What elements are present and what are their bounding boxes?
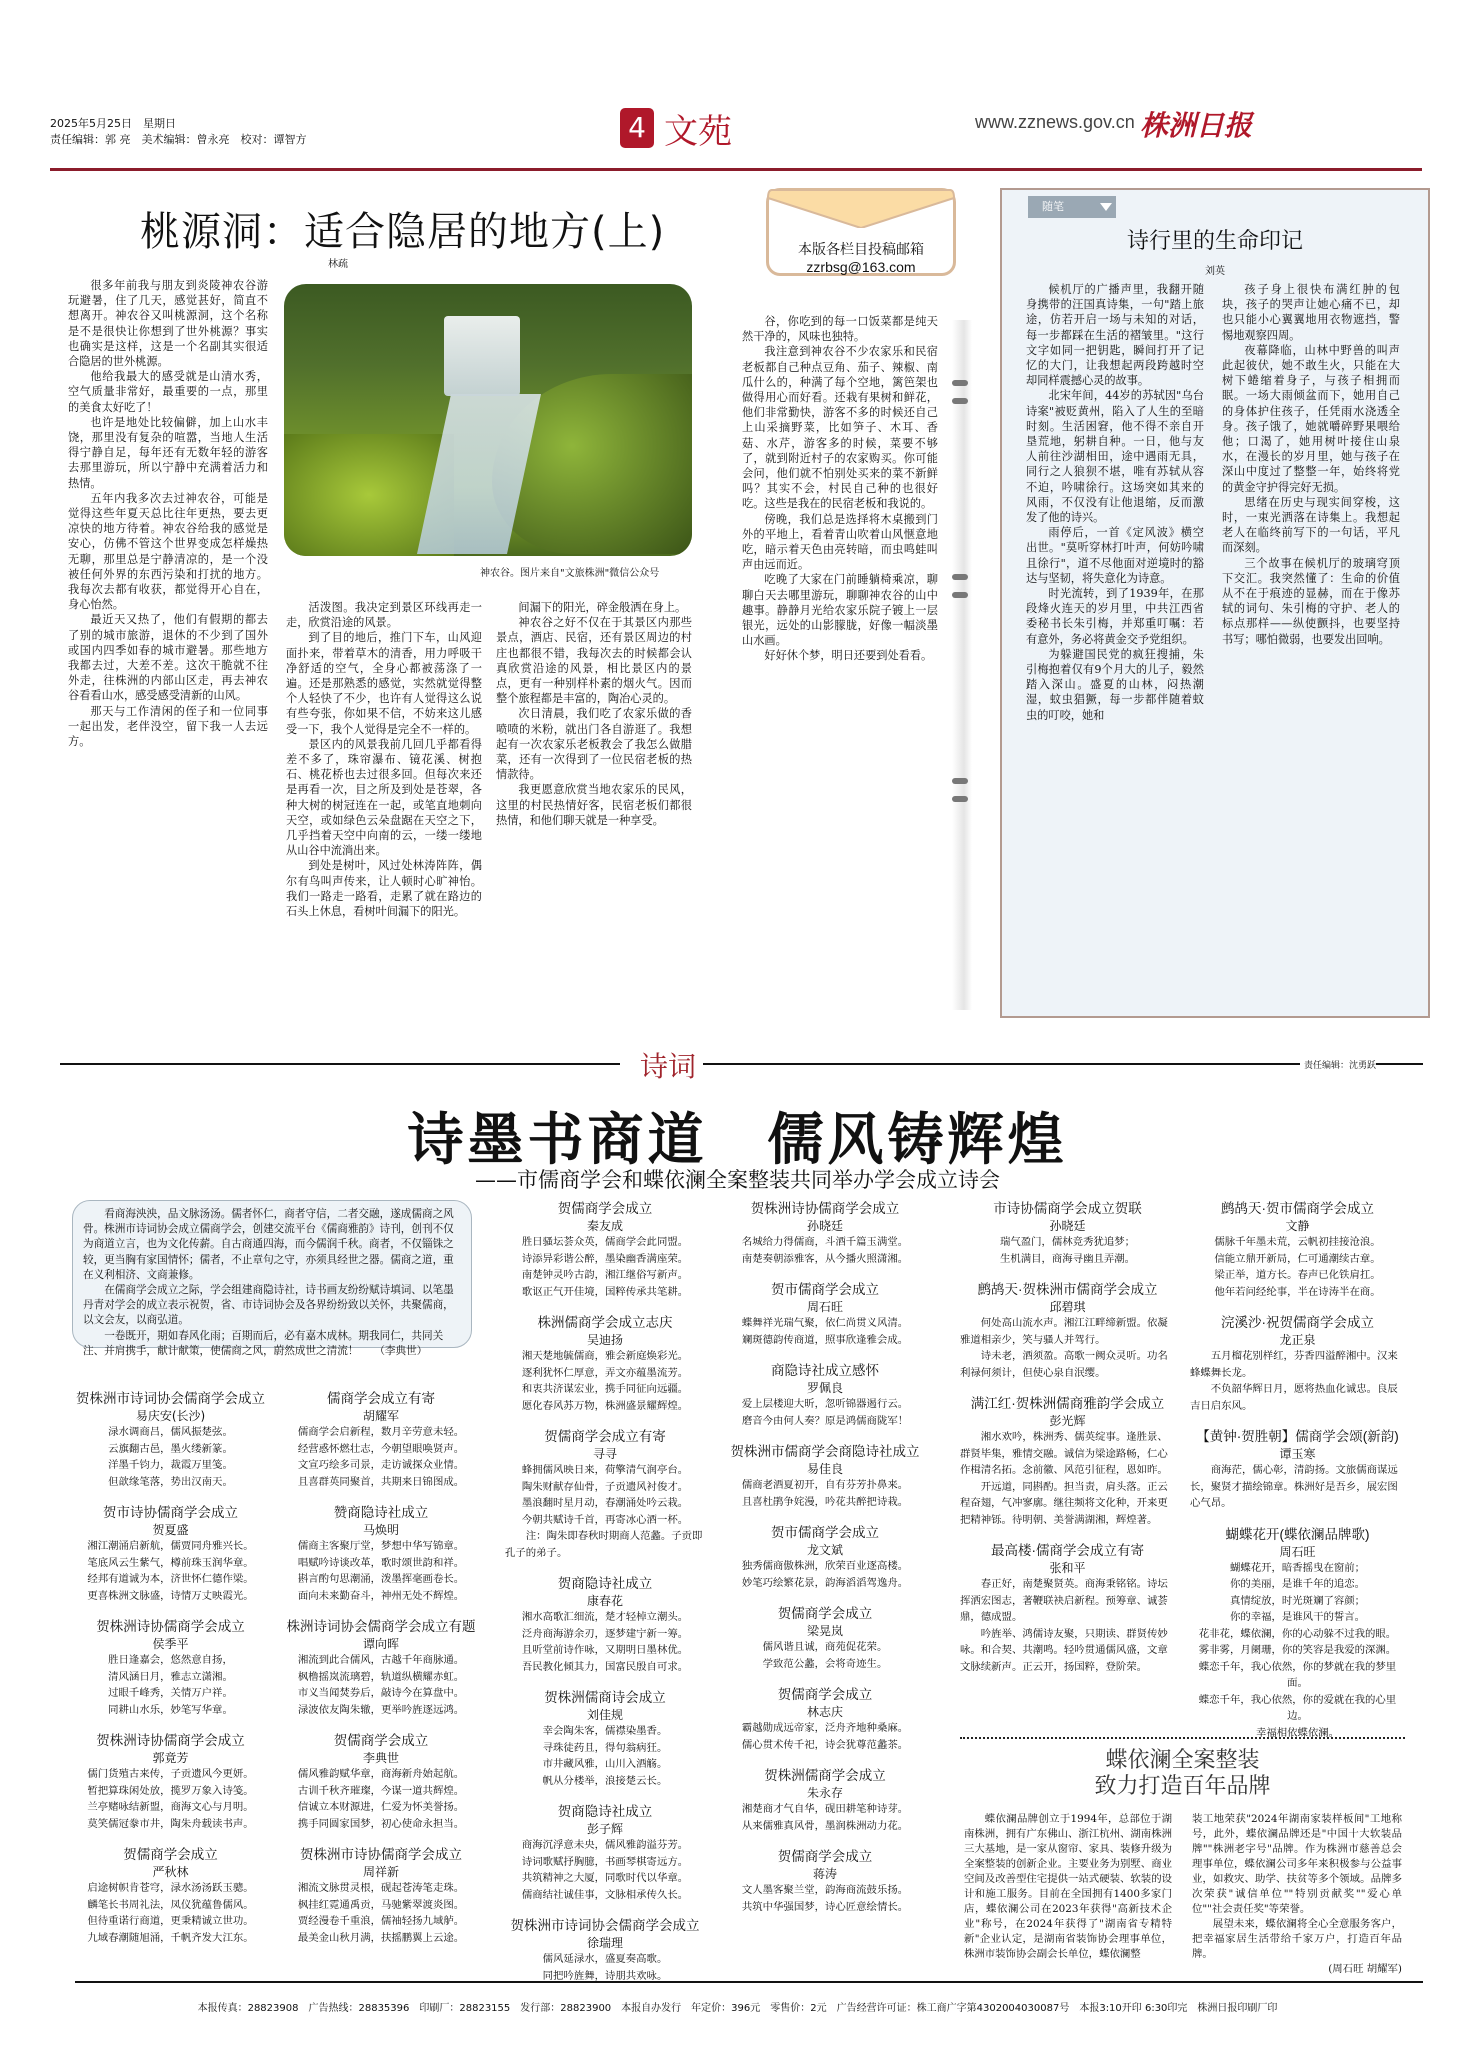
poem-line: 不负韶华辉日月，愿将热血化诚忠。良辰吉日启东风。 <box>1190 1383 1398 1412</box>
poem-title: 贺儒商学会成立 <box>777 1687 873 1702</box>
poem <box>276 1846 486 1946</box>
article-column-4 <box>742 314 938 1014</box>
poem-line: 市义当闻焚券后，敲诗今在算盘中。 <box>297 1687 465 1699</box>
paragraph: 三个故事在候机厅的玻璃穹顶下交汇。我突然懂了：生命的价值从不在于痕迹的显赫，而在于像苏轼的词句、朱引梅的守护、老人的标点那样——纵使颤抖，也要坚持书写；哪怕微弱，也要发出回响。 <box>1222 556 1400 646</box>
poem <box>1190 1314 1405 1414</box>
paragraph: 神农谷之好不仅在于其景区内那些景点，酒店、民宿，还有景区周边的村庄也都很不错，我每次去的时候都会认真欣赏沿途的风景，相比景区内的景点，更有一种别样朴素的烟火气。因而整个旅程都是丰富的，陶冶心灵的。 <box>496 616 692 706</box>
paragraph: 傍晚，我们总是选择将木桌搬到门外的平地上，看着青山吹着山风惬意地吃，暗示着天色由亮转暗，而虫鸣蛙叫声由远而近。 <box>742 512 938 572</box>
poem-line: 共筑精神之大厦，同歌时代以华章。 <box>521 1872 689 1884</box>
poem-title: 商隐诗社成立感怀 <box>771 1363 879 1378</box>
poem-line: 儒商学会启新程，数月辛劳意未轻。 <box>297 1426 465 1438</box>
issue-date: 2025年5月25日 星期日 <box>50 117 176 130</box>
poem-line: 和衷共济谋宏业，携手同征向远疆。 <box>521 1383 689 1395</box>
poem-line: 蜂拥儒风映日来，荷擎清气润亭台。 <box>521 1464 689 1476</box>
poem-line: 同耕山水乐，妙笔写华章。 <box>108 1703 233 1716</box>
poetry-section-name: 诗词 <box>640 1050 697 1083</box>
poem-line: 枫挂红霓通禹贡，马驰紫翠渡炎图。 <box>297 1898 465 1911</box>
poem-author: 易庆安(长沙) <box>135 1409 206 1423</box>
poem-line: 湘水欢吟，株洲秀、儒英绽事。逢胜景、群贤毕集，雅情交融。诚信为梁途路畅，仁心作楫清名拓。念前徽、风范引征程，恩如昨。 <box>960 1431 1168 1476</box>
poem-title: 贺儒商学会成立 <box>557 1201 653 1216</box>
poem-title: 贺市诗协儒商学会成立 <box>103 1505 238 1520</box>
side-essay-column-1 <box>1026 282 1204 997</box>
poem-title: 贺株洲市诗词协会儒商学会成立 <box>76 1391 265 1406</box>
mailbox-email[interactable]: zzrbsg@163.com <box>806 259 916 275</box>
poem-line: 且喜群英同聚首，共期来日锦图成。 <box>297 1475 465 1488</box>
poem-author: 周石旺 <box>1279 1544 1316 1559</box>
poem <box>505 1689 705 1789</box>
poem-title: 儒商学会成立有寄 <box>327 1391 435 1406</box>
poem-line: 五月榴花别样红，芬香四溢醉湘中。汉来蜂蝶舞长龙。 <box>1190 1350 1398 1379</box>
poem-line: 春正好，南楚聚贤英。商海秉铭铭。诗坛挥洒宏图志，著鞭联袂启新程。预筹章、诚荟鼎，德成盟。 <box>960 1578 1168 1623</box>
poem-line: 文人墨客聚兰堂，韵海商流鼓乐扬。 <box>741 1884 909 1896</box>
poem-line: 独秀儒商傲株洲，欣荣百业逐高楼。 <box>741 1560 909 1572</box>
poem-line: 蝶恋千年，我心依然，你的梦就在我的梦里面。 <box>1198 1660 1397 1689</box>
poem-line: 儒心贯术传千祀，诗会犹尊范蠡茶。 <box>741 1738 909 1751</box>
poem-author: 邱碧琪 <box>1049 1300 1086 1314</box>
poem-line: 歌讴正气开佳境，国粹传承共笔耕。 <box>521 1285 689 1298</box>
poem <box>1190 1526 1405 1742</box>
poem-line: 儒商结社诚佳事，文脉相承传久长。 <box>521 1888 689 1901</box>
editors-credit: 责任编辑：郭 亮 美术编辑：曾永亮 校对：谭智方 <box>50 133 307 146</box>
poem-author: 严秋林 <box>152 1865 189 1879</box>
paragraph: 一卷既开，期如春风化雨；百期而后，必有嘉木成林。期我同仁，共同关注、并肩携手，献计献策，使儒商之风，蔚然成世之清流！ （李典世） <box>83 1329 444 1357</box>
poem-title: 贺儒商学会成立 <box>333 1733 429 1748</box>
section-name: 文苑 <box>664 112 732 152</box>
paragraph: 他给我最大的感受就是山清水秀，空气质量非常好，最重要的一点，那里的美食太好吃了！ <box>68 370 268 414</box>
poem-title: 贺儒商学会成立 <box>777 1849 873 1864</box>
advert-paragraph: 展望未来，蝶依澜将全心全意服务客户，把幸福家居生活带给千家万户，打造百年品牌。 <box>1192 1918 1402 1960</box>
paragraph: 间漏下的阳光，碎金般洒在身上。 <box>518 601 687 614</box>
binder-ring <box>952 380 968 386</box>
advert-paragraph: 蝶依澜品牌创立于1994年，总部位于湖南株洲，拥有广东佛山、浙江杭州、湖南株洲三大基地，是一家从窗帘、家具、装修升级为全案整装的创新企业。主要业务为别墅、商业空间及改善型住宅提供一站式硬装、软装的设计和施工服务。目前在全国拥有1400多家门店，蝶依澜公司在2023年获得"高新技术企业"称号，在2024年获得了"湖南省专精特新"企业认定，是湖南省装饰协会理事单位，株洲市装饰协会副会长单位，蝶依澜整 <box>964 1813 1172 1960</box>
poem-line: 暂把算珠闲处放，揽罗万象入诗笺。 <box>87 1784 254 1797</box>
footer-info: 本报传真：28823908 广告热线：28835396 印刷厂：28823155 发行部：28823900 本报自办发行 年定价：396元 零售价：2元 广告经营许可证：株工商广字第4302004030087号 本报3:10开印 6:30印完 株洲日报印刷厂印 <box>197 2003 1278 2014</box>
poem <box>68 1846 273 1946</box>
poem-line: 儒风谐且诚，商苑促花荣。 <box>762 1641 888 1653</box>
poem-title: 贺株洲市儒商学会商隐诗社成立 <box>730 1444 920 1459</box>
poem <box>715 1362 935 1429</box>
poems-column-5 <box>960 1200 1175 1689</box>
poem-title: 株洲诗词协会儒商学会成立有题 <box>286 1619 476 1634</box>
poem-line: 寻珠徒药且，得句翁病狂。 <box>542 1741 668 1754</box>
paragraph: 时光流转，到了1939年，在那段烽火连天的岁月里，中共江西省委秘书长朱引梅，并郑重叮嘱：若有意外，务必将黄金交予党组织。 <box>1026 587 1204 646</box>
poem-line: 儒商主客聚厅堂，梦想中华写锦章。 <box>297 1540 465 1552</box>
poem-line: 南楚钟灵吟古韵，湘江继俗写新声。 <box>521 1269 689 1281</box>
poem-line: 瑞气盈门，儒林竞秀犹追梦； <box>999 1236 1136 1248</box>
poem-title: 满江红·贺株洲儒商雅韵学会成立 <box>970 1396 1165 1411</box>
poem-title: 株洲儒商学会成立志庆 <box>537 1315 673 1330</box>
poem-line: 九域春潮随旭涌，千帆齐发大江东。 <box>87 1931 254 1944</box>
advert-divider <box>960 1737 1405 1739</box>
side-essay-column-2 <box>1222 282 1400 997</box>
poem-line: 墨浪翻时星月动，春潮涌处吟云栽。 <box>521 1497 689 1509</box>
advert-column-1 <box>964 1812 1172 1977</box>
poem-line: 湘流文脉贯灵根，砚起苍涛笔走珠。 <box>297 1882 465 1894</box>
poem-line: 诗添异彩谐公醉，墨染幽香满座荣。 <box>521 1252 689 1265</box>
poem <box>960 1200 1175 1267</box>
poem <box>505 1917 705 1984</box>
paragraph: 看商海泱泱，品文脉汤汤。儒者怀仁，商者守信，二者交融，遂成儒商之风骨。株洲市诗词协会成立儒商学会，创建交流平台《儒商雅韵》诗刊，创刊不仅为商道立言，也为文化传薪。自古商通四海，而今儒润千秋。商者，不仅锱铢之较，更当胸有家国情怀；儒者，不止章句之守，亦须具经世之器。儒商之道，重在义利相济、文商兼修。 <box>83 1208 454 1281</box>
triangle-down-icon <box>1100 203 1112 211</box>
poem-line: 最美金山秋月满，扶摇鹏翼上云途。 <box>297 1931 465 1944</box>
poem-line: 从来儒雅真风骨，墨润株洲动力花。 <box>741 1819 909 1832</box>
side-essay-author: 刘英 <box>1205 266 1225 277</box>
poem-line: 携手同圆家国梦，初心使命永担当。 <box>297 1817 465 1830</box>
poetry-subheadline: ——市儒商学会和蝶依澜全案整装共同举办学会成立诗会 <box>475 1168 1000 1192</box>
mailbox-label: 本版各栏目投稿邮箱 <box>798 241 924 257</box>
poem <box>715 1524 935 1591</box>
poem-title: 贺市儒商学会成立 <box>771 1525 879 1540</box>
poem-author: 孙晓廷 <box>1049 1219 1086 1233</box>
poem-line: 今朝共赋诗千首，再寄冰心酒一杯。 <box>521 1513 689 1526</box>
poem-line: 胜日逢嘉会，悠然意自扬， <box>108 1654 233 1666</box>
poem-line: 麟笔长书周礼法，凤仪犹蕴鲁儒风。 <box>87 1898 254 1911</box>
poem-author: 朱永存 <box>806 1786 843 1800</box>
poems-column-6 <box>1190 1200 1405 1755</box>
masthead-info <box>50 116 307 148</box>
poem-line: 爱上层楼迎大昕，忽听锦器遏行云。 <box>741 1398 909 1410</box>
poem-title: 贺市儒商学会成立 <box>771 1282 879 1297</box>
poem-line: 共筑中华强国梦，诗心匠意绘情长。 <box>741 1900 909 1913</box>
newspaper-logo: 株洲日报 <box>1140 109 1253 142</box>
poem-line: 市井藏风雅，山川入酒觞。 <box>542 1758 668 1770</box>
paragraph: 北宋年间，44岁的苏轼因"乌台诗案"被贬黄州，陷入了人生的至暗时刻。生活困窘，他不得不亲自开垦荒地，躬耕自种。一日，他与友人前往沙湖相田，途中遇雨无具，同行之人狼狈不堪，唯有苏轼从容不迫，吟啸徐行。这场突如其来的风雨，不仅没有让他退缩，反而激发了他的诗兴。 <box>1026 389 1204 525</box>
poem <box>715 1767 935 1834</box>
poem-author: 寻寻 <box>592 1447 617 1461</box>
poem <box>505 1200 705 1300</box>
poem <box>1190 1428 1405 1512</box>
poem-line: 幸福相依蝶依澜。 <box>1255 1726 1340 1739</box>
poem-line: 胜日骚坛荟众英，儒商学会此同盟。 <box>521 1236 689 1248</box>
poem <box>68 1732 273 1832</box>
poem-line: 但待重诺行商道，更秉精诚立世功。 <box>87 1915 254 1927</box>
paragraph: 谷，你吃到的每一口饭菜都是纯天然干净的，风味也独特。 <box>742 315 938 344</box>
poem-author: 郭竟芳 <box>152 1751 189 1765</box>
section-divider-left <box>60 1063 620 1065</box>
poem-line: 同把吟旌舞，诗朋共欢咏。 <box>542 1969 668 1982</box>
poetry-intro-box <box>72 1200 472 1357</box>
poem-line: 启途树帜肯苍穹，渌水汤汤跃玉骢。 <box>87 1882 254 1894</box>
poem <box>276 1504 486 1604</box>
poem-line: 蝶舞祥光瑞气聚，依仁尚贯义风清。 <box>741 1317 909 1329</box>
poem-line: 渌水调商吕，儒风振楚弦。 <box>108 1426 233 1438</box>
poem-line: 湘流到此合儒风，古越千年商脉通。 <box>297 1654 465 1666</box>
poem-author: 李典世 <box>362 1751 399 1765</box>
advert-column-2 <box>1192 1812 1402 1977</box>
poem-author: 龙正泉 <box>1279 1333 1316 1347</box>
poem-author: 周石旺 <box>806 1300 843 1314</box>
poem-line: 渌波依友陶朱辙，更举吟旌逐远鸿。 <box>297 1703 465 1716</box>
binder-ring <box>952 574 968 580</box>
paragraph: 孩子身上很快布满红肿的包块，孩子的哭声让她心痛不已，却也只能小心翼翼地用衣物遮挡，警惕地观察四周。 <box>1222 283 1400 342</box>
poem <box>68 1504 273 1604</box>
poem-line: 雾非雾，月阑珊，你的笑容是我爱的深渊。 <box>1198 1644 1397 1656</box>
article-column-1 <box>68 278 268 1013</box>
poem-line: 儒风延渌水，盛夏奏高歌。 <box>542 1953 668 1965</box>
poem-line: 商海茫，儒心彰，清韵扬。文旅儒商谋远长，聚贤才描绘锦章。株洲好是吾乡，展宏图心气昂。 <box>1190 1464 1398 1509</box>
paragraph: 思绪在历史与现实间穿梭，这时，一束光洒落在诗集上。我想起老人在临终前写下的一句话，平凡而深刻。 <box>1222 495 1400 555</box>
poem-author: 刘佳规 <box>586 1708 623 1722</box>
poem-line: 开远道，同斟酌。担当责，肩头落。正云程奋翅，气冲寥廓。继往频将文化种，开来更把精神铄。待明朝、美誉满湖湘，辉煌著。 <box>960 1480 1168 1526</box>
poem-title: 鹧鸪天·贺株洲市儒商学会成立 <box>977 1282 1158 1297</box>
poem-title: 【黄钟·贺胜朝】儒商学会颂(新韵) <box>1196 1429 1399 1444</box>
paragraph: 候机厅的广播声里，我翻开随身携带的汪国真诗集，一句"踏上旅途，仿若开启一场与未知的对话，每一步都踩在生活的褶皱里。"这行文字如同一把钥匙，瞬间打开了记忆的大门，让我想起两段跨越时空却同样震撼心灵的故事。 <box>1026 283 1204 388</box>
poem-author: 彭光辉 <box>1049 1414 1086 1428</box>
photo-caption: 神农谷。图片来自"文旅株洲"微信公众号 <box>480 568 660 579</box>
poems-column-2 <box>276 1390 486 1960</box>
poem-line: 你的美丽，是谁千年的追恋。 <box>1229 1578 1366 1590</box>
poem-line: 学致范公蠡，会将奇迹生。 <box>762 1657 888 1670</box>
poem-author: 吴迪扬 <box>586 1333 623 1347</box>
poem-title: 赞商隐诗社成立 <box>333 1505 429 1520</box>
poem-title: 贺株洲市诗词协会儒商学会成立 <box>510 1918 700 1933</box>
poem-line: 信能立鼎开新局，仁可通潮续古章。 <box>1214 1252 1381 1265</box>
poem <box>715 1686 935 1753</box>
poem-author: 周祥新 <box>362 1865 399 1879</box>
poem-line: 蝶恋千年，我心依然，你的爱就在我的心里边。 <box>1198 1693 1397 1722</box>
paragraph: 我注意到神农谷不少农家乐和民宿老板都自己种点豆角、茄子、辣椒、南瓜什么的，种满了每个空地，篱笆架也做得用心而好看。还栽有果树和鲜花，他们非常勤快，游客不多的时候还自己上山采摘野菜，比如笋子、木耳、香菇、水芹，游客多的时候，菜要不够了，就到附近村子的农家购买。你可能会问，他们就不怕别处买来的菜不新鲜吗？其实不会，村民自己种的也很好吃。这些是我在的民宿老板和我说的。 <box>742 345 938 511</box>
poem-line: 兰亭赌咏结新盟，商海文心与月明。 <box>87 1801 254 1813</box>
poem <box>505 1428 705 1561</box>
poem-author: 康春花 <box>586 1594 623 1608</box>
poem-author: 龙文斌 <box>806 1543 843 1557</box>
poem-line: 泛舟商海游余刃，逐梦建宁新一筹。 <box>521 1627 689 1640</box>
poem-line: 妙笔巧绘繁花景，韵海滔滔驾逸舟。 <box>741 1576 909 1589</box>
poem-line: 儒风雅韵赋华章，商海新舟始起航。 <box>297 1768 465 1780</box>
paragraph: 次日清晨，我们吃了农家乐做的香喷喷的米粉，就出门各自游逛了。我想起有一次农家乐老板教会了我怎么做腊菜，还有一次得到了一位民宿老板的热情款待。 <box>496 707 692 782</box>
paragraph: 五年内我多次去过神农谷，可能是觉得这些年夏天总比往年更热，要去更凉快的地方待着。神农谷给我的感觉是安心，仿佛不管这个世界变成怎样燥热无聊，那里总是宁静清凉的，是一个没被任何外界的东西污染和打扰的地方。我每次去都有收获，都觉得开心自在，身心怡然。 <box>68 491 268 612</box>
poem-line: 湘天楚地毓儒商，雅会新庭焕彩光。 <box>521 1350 689 1362</box>
poem-line: 吟旌举、鸿儒诗友聚，只期读、群贤传妙咏。和合契、共潮鸣。轻吟贯通儒风盛，文章文脉续新声。正云开，扬国粹，登阶荣。 <box>960 1627 1168 1673</box>
poem-title: 贺株洲市诗协儒商学会成立 <box>300 1847 462 1862</box>
article-title: 桃源洞：适合隐居的地方(上) <box>140 209 666 255</box>
poem-line: 梁正举，道方长。春声已化铁肩扛。 <box>1214 1269 1381 1281</box>
poem-line: 过眼千峰秀，关情万户祥。 <box>108 1687 233 1699</box>
poem-author: 张和平 <box>1049 1561 1086 1575</box>
website-link[interactable]: www.zznews.gov.cn <box>975 112 1135 132</box>
poem <box>715 1443 935 1510</box>
poem-line: 他年若问经纶事，半在诗涛半在商。 <box>1214 1285 1381 1298</box>
poem-line: 你的幸福，是谁风干的誓言。 <box>1229 1611 1366 1623</box>
poem-line: 湘江潮涌启新航，儒贾同舟雅兴长。 <box>87 1540 254 1552</box>
poem-line: 洋墨千钧力，裁霞万里笺。 <box>108 1459 233 1471</box>
paragraph: 到处是树叶，风过处林涛阵阵，偶尔有鸟叫声传来，让人顿时心旷神怡。我们一路走一路看，走累了就在路边的石头上休息，看树叶间漏下的阳光。 <box>286 859 482 919</box>
paragraph: 在儒商学会成立之际，学会组建商隐诗社，诗书画友纷纷赋诗填词、以笔墨丹青对学会的成立表示祝贺，省、市诗词协会及各界纷纷致以关怀，共聚儒商，以文会友，以商弘道。 <box>83 1284 454 1327</box>
poem-title: 贺株洲诗协儒商学会成立 <box>750 1201 900 1216</box>
envelope-icon <box>766 188 956 228</box>
poem-line: 蝴蝶花开，暗香摇曳在窗前； <box>1229 1561 1366 1574</box>
poem-line: 南楚奏朝添雅客，从今播火照潇湘。 <box>741 1252 909 1265</box>
poem-title: 蝴蝶花开(蝶依澜品牌歌) <box>1225 1526 1370 1542</box>
side-essay-title: 诗行里的生命印记 <box>1126 229 1303 254</box>
poem-line: 帆从分楼举，浪接楚云长。 <box>542 1774 668 1787</box>
paragraph: 到了目的地后，推门下车，山风迎面扑来，带着草木的清香，用力呼吸干净舒适的空气，全身心都被荡涤了一遍。还是那熟悉的感觉，实然就觉得整个人轻快了不少，也许有人觉得这么说有些夸张，你如果不信，不妨来这儿感受一下，我个人觉得是完全不一样的。 <box>286 631 482 736</box>
poem-line: 湘水高歌汇细流，楚才轻棹立潮头。 <box>521 1611 689 1623</box>
poem <box>960 1395 1175 1528</box>
poem-title: 贺儒商学会成立有寄 <box>544 1429 666 1444</box>
poem-line: 经邦有道诚为本，济世怀仁德作梁。 <box>87 1573 254 1585</box>
poem <box>68 1618 273 1718</box>
poem-line: 文宣巧绘多司景，走访诚探众业情。 <box>297 1459 465 1471</box>
binder-ring <box>952 398 968 404</box>
poem-title: 浣溪沙·祝贺儒商学会成立 <box>1221 1315 1374 1330</box>
poem-line: 清风涵日月，雅志立潇湘。 <box>108 1670 233 1683</box>
poem-author: 贺夏盛 <box>152 1523 189 1537</box>
paragraph: 我更愿意欣赏当地农家乐的民风，这里的村民热情好客，民宿老板们都很热情，和他们聊天就是一种享受。 <box>496 783 692 827</box>
poem-line: 湘楚商才气自华，砚田耕笔种诗芽。 <box>741 1803 909 1815</box>
poem-title: 贺儒商学会成立 <box>777 1606 873 1621</box>
poem-title: 贺株洲儒商学会成立 <box>764 1768 886 1783</box>
article-photo <box>284 284 692 556</box>
poem-line: 幸会陶朱客，儒襟染墨香。 <box>542 1725 668 1737</box>
poem-line: 面向未来勤奋斗，神州无处不辉煌。 <box>297 1589 465 1602</box>
poem <box>276 1618 486 1718</box>
poem <box>715 1200 935 1267</box>
poem-line: 磨音今由何人奏？原是鸿儒商陇军！ <box>741 1414 909 1427</box>
header-divider <box>50 168 1422 171</box>
article-column-3 <box>496 600 692 1015</box>
column-tag: 随笔 <box>1028 196 1116 218</box>
poem-line: 何处高山流水声。湘江江畔缔新盟。依凝雅道相亲少，笑与骚人并驾行。 <box>960 1317 1168 1346</box>
poem-author: 谭向晖 <box>362 1637 399 1651</box>
poem-line: 逐利犹怀仁厚意，弄文亦蕴墨流芳。 <box>521 1366 689 1379</box>
poem-title: 鹧鸪天·贺市儒商学会成立 <box>1221 1201 1374 1216</box>
poems-column-3 <box>505 1200 705 1998</box>
paragraph: 雨停后，一首《定风波》横空出世。"莫听穿林打叶声，何妨吟啸且徐行"，道不尽他面对逆境时的豁达与坚韧，将失意化为诗意。 <box>1026 526 1204 585</box>
poem-title: 最高楼·儒商学会成立有寄 <box>991 1543 1144 1558</box>
poem-title: 贺商隐诗社成立 <box>557 1576 653 1591</box>
poem-line: 名城给力得儒商，斗酒千篇玉满堂。 <box>741 1236 909 1248</box>
paragraph: 吃晚了大家在门前睡躺椅乘凉，聊聊白天去哪里游玩，聊聊神农谷的山中趣事。静静月光给农家乐院子镀上一层银光，远处的山影朦胧，好像一幅淡墨山水画。 <box>742 573 938 648</box>
poem-line: 云旗翻古邑，墨火缕新篆。 <box>108 1442 233 1455</box>
poem-line: 商海沉浮意未央，儒风雅韵溢芬芳。 <box>521 1839 689 1851</box>
poem-line: 愿化春风苏万物，株洲盛景耀辉煌。 <box>521 1399 689 1412</box>
poem <box>505 1803 705 1903</box>
binder-ring <box>952 778 968 784</box>
poem <box>715 1605 935 1672</box>
poem-author: 侯季平 <box>152 1637 189 1651</box>
article-column-2 <box>286 600 482 1015</box>
poem <box>715 1848 935 1915</box>
poem-author: 蒋涛 <box>812 1867 837 1881</box>
poem <box>1190 1200 1405 1300</box>
poem <box>276 1390 486 1490</box>
poem-line: 陶朱财献存仙骨，子贡遗风衬俊才。 <box>521 1480 689 1493</box>
poem-author: 胡耀军 <box>362 1409 399 1423</box>
poems-column-1 <box>68 1390 273 1960</box>
paragraph: 那天与工作清闲的侄子和一位同事一起出发，老伴没空，留下我一人去远方。 <box>68 704 268 749</box>
paragraph: 很多年前我与朋友到炎陵神农谷游玩避暑，住了几天，感觉甚好，简直不想离开。神农谷又叫桃源洞，这个名称是不是很快让你想到了世外桃源？事实也确实是这样，这是一个名副其实很适合隐居的世外桃源。 <box>68 279 268 369</box>
poem-author: 徐瑞理 <box>586 1936 623 1950</box>
poem-author: 孙晓廷 <box>806 1219 843 1233</box>
advert-title-line1: 蝶依澜全案整装 <box>1105 1748 1260 1773</box>
poem-line: 儒门货殖古来传，子贡遗风今更妍。 <box>87 1768 254 1780</box>
poem-line: 吾民教化倾其力，国富民殷自可求。 <box>521 1660 689 1673</box>
page-number-badge: 4 <box>620 108 654 148</box>
advert-signature: (周石旺 胡耀军) <box>1328 1963 1402 1975</box>
paragraph: 景区内的风景我前几回几乎都看得差不多了，珠帘瀑布、镜花溪、树抱石、桃花桥也去过很多回。但每次来还是再看一次，目之所及到处是苍翠，各种大树的树冠连在一起，或笔直地刺向天空，或如绿色云朵盘踞在天空之下，几乎挡着天空中向南的云，一缕一缕地从山谷中流淌出来。 <box>286 737 482 858</box>
mailbox-text <box>776 240 946 276</box>
poem-line: 花非花，蝶依澜，你的心动躲不过我的眼。 <box>1198 1627 1397 1640</box>
poem-title: 市诗协儒商学会成立贺联 <box>993 1201 1142 1216</box>
poem-title: 贺儒商学会成立 <box>123 1847 218 1862</box>
poem-author: 罗佩良 <box>806 1381 843 1395</box>
poem-line: 儒商老酒夏初开，自有芬芳扑鼻来。 <box>741 1479 909 1491</box>
poem-title: 贺株洲诗协儒商学会成立 <box>96 1733 245 1748</box>
footer-divider <box>75 1981 1423 1983</box>
poem-title: 贺商隐诗社成立 <box>557 1804 653 1819</box>
poem-line: 贾经漫卷千重浪，儒袖轻扬九域舻。 <box>297 1915 465 1927</box>
paragraph: 活泼图。我决定到景区环线再走一走，欣赏沿途的风景。 <box>286 601 482 630</box>
poem-line: 莫笑儒冠豢市井，陶朱舟载读书声。 <box>87 1817 254 1830</box>
poem-author: 谭玉寒 <box>1279 1447 1316 1461</box>
poem <box>715 1281 935 1348</box>
poem-line: 信诚立本财源进，仁爱为怀美誉扬。 <box>297 1801 465 1813</box>
poem-line: 枫橹摇岚流璃碧，轨道纵横耀赤虹。 <box>297 1670 465 1683</box>
poem-line: 斓斑德韵传商道，照事欣逢雅会成。 <box>741 1333 909 1346</box>
poem-author: 文静 <box>1285 1219 1310 1233</box>
paragraph: 为躲避国民党的疯狂搜捕，朱引梅抱着仅有9个月大的儿子，毅然踏入深山。盛夏的山林，闷热潮湿，蚊虫猖獗，每一步都伴随着蚊虫的叮咬，她和 <box>1026 647 1204 722</box>
paragraph: 最近天又热了，他们有假期的都去了别的城市旅游，退休的不少到了国外或国内四季如春的城市避暑。那些地方我都去过，大差不差。这次干脆就不往外走，往株洲的内部山区走，再去神农谷看看山水，感受感受清新的山风。 <box>68 613 268 703</box>
poetry-editor-credit: 责任编辑：沈勇跃 <box>1300 1058 1376 1071</box>
poetry-headline: 诗墨书商道 儒风铸辉煌 <box>407 1107 1068 1173</box>
poem <box>505 1314 705 1414</box>
poem-line: 经营惑怀燃壮志，今朝望眼唤贤声。 <box>297 1442 465 1455</box>
poem <box>276 1732 486 1832</box>
poem-note: 注：陶朱即春秋时期商人范蠡。子贡即孔子的弟子。 <box>505 1530 703 1559</box>
paragraph: 也许是地处比较偏僻，加上山水丰饶，那里没有复杂的喧嚣，当地人生活得宁静自足，每年还有无数年轻的游客去那里游玩，所以宁静中充满着活力和热情。 <box>68 415 268 490</box>
poem-line: 笔底风云生紫气，樽前珠玉润华章。 <box>87 1556 254 1569</box>
poem-line: 但歆缘笔落，势出汉南天。 <box>108 1475 233 1488</box>
poem <box>505 1575 705 1675</box>
poems-column-4 <box>715 1200 935 1929</box>
advert-title <box>960 1748 1405 1800</box>
poem-line: 古训千秋齐璀璨，今谋一道共辉煌。 <box>297 1784 465 1797</box>
poem <box>960 1542 1175 1675</box>
poem-author: 秦友成 <box>586 1219 623 1233</box>
poem-title: 贺株洲诗协儒商学会成立 <box>96 1619 245 1634</box>
poem-title: 贺株洲儒商诗会成立 <box>544 1690 666 1705</box>
paragraph: 好好休个梦，明日还要到处看看。 <box>764 649 933 663</box>
advert-paragraph: 装工地荣获"2024年湖南家装样板间"工地称号，此外，蝶依澜品牌还是"中国十大软装品牌""株洲老字号"品牌。作为株洲市慈善总会理事单位，蝶依澜公司多年来积极参与公益事业，如救灾、助学、扶贫等多个领域。品牌多次荣获"诚信单位""特别贡献奖""爱心单位""社会责任奖"等荣誉。 <box>1192 1813 1402 1915</box>
poem-line: 诗词歌赋抒胸臆，书画琴棋寄远方。 <box>521 1855 689 1868</box>
poem-line: 儒脉千年墨未荒，云帆初挂接沧浪。 <box>1214 1236 1381 1248</box>
poem-author: 易佳良 <box>806 1462 843 1476</box>
poem-line: 且听堂前诗作咏，又期明日墨林优。 <box>521 1644 689 1656</box>
poem-line: 更喜株洲文脉盛，诗情万丈映霞光。 <box>87 1589 254 1602</box>
poem-line: 生机满目，商海寻幽且弄潮。 <box>999 1252 1136 1265</box>
paragraph: 夜幕降临，山林中野兽的叫声此起彼伏，她不敢生火，只能在大树下蜷缩着身子，与孩子相拥而眠。一场大雨倾盆而下，她用自己的身体护住孩子，任凭雨水浇透全身。孩子饿了，她就嚼碎野果喂给他；口渴了，她用树叶接住山泉水，在漫长的岁月里，她与孩子在深山中度过了整整一年，始终将党的黄金守护得完好无损。 <box>1222 343 1400 494</box>
poem-line: 斟言酌句思潮涌，泼墨挥毫画卷长。 <box>297 1573 465 1585</box>
poem-line: 霸越勋成远帝家，泛舟齐地种桑麻。 <box>741 1722 909 1734</box>
poem <box>68 1390 273 1490</box>
article-author: 林疏 <box>328 259 348 270</box>
binder-ring <box>952 796 968 802</box>
binder-ring <box>952 592 968 598</box>
poem <box>960 1281 1175 1381</box>
poem-line: 且喜杜鹃争姹漫，吟花共醉把诗栽。 <box>741 1495 909 1508</box>
poem-author: 彭子辉 <box>586 1822 623 1836</box>
poem-line: 真情绽放，时光斑斓了容颜； <box>1229 1594 1366 1607</box>
poem-line: 唱赋吟诗谈改革，歌时颂世韵和祥。 <box>297 1556 465 1569</box>
advert-title-line2: 致力打造百年品牌 <box>1094 1774 1271 1799</box>
poem-line: 诗未老，酒须盈。高歌一阙众灵听。功名利禄何须计，但使心泉自泯缨。 <box>960 1350 1168 1379</box>
poem-author: 马焕明 <box>362 1523 399 1537</box>
poem-author: 梁晃岚 <box>806 1624 843 1638</box>
poem-author: 林志庆 <box>806 1705 843 1719</box>
binder-spine <box>952 320 972 1010</box>
